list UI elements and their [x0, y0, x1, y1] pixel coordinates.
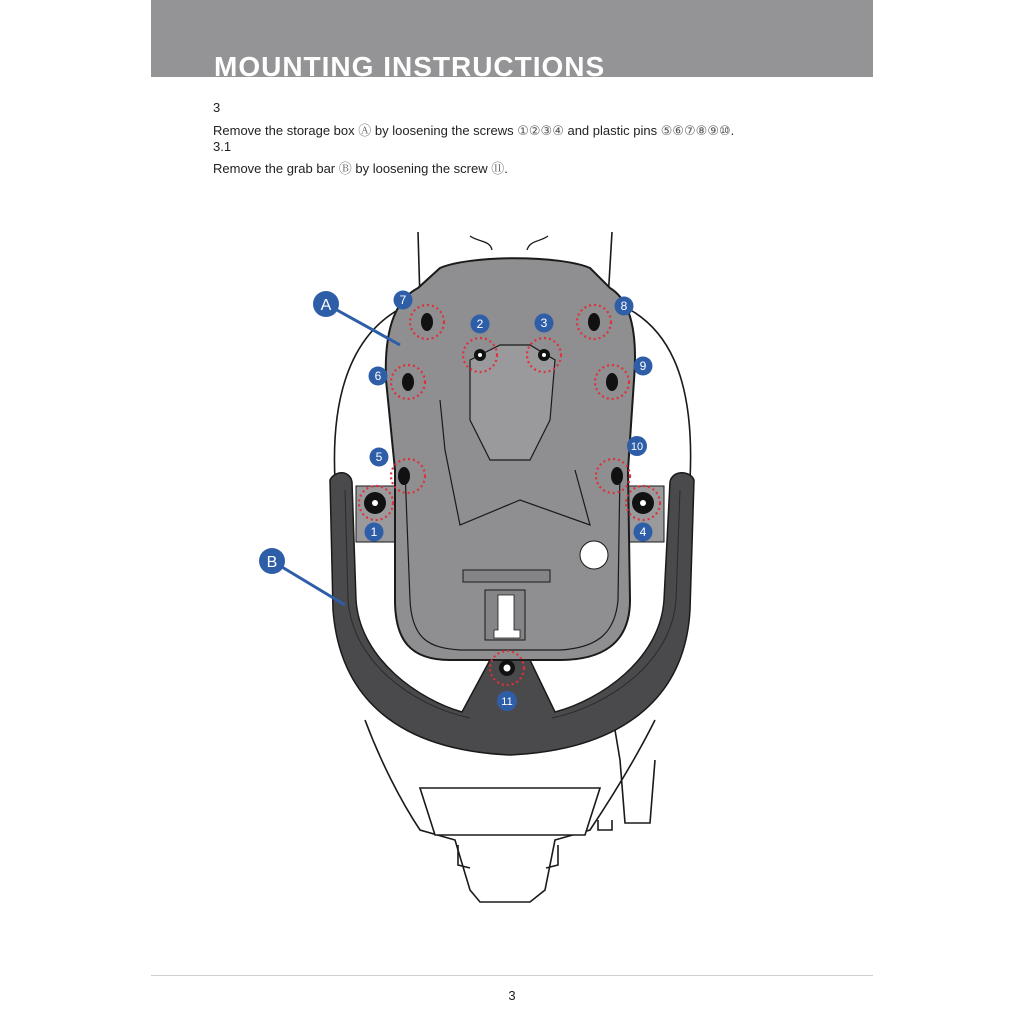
callout-label: 2: [476, 317, 484, 331]
scooter-diagram: [250, 225, 710, 915]
callout-label: A: [320, 297, 332, 314]
footer-divider: [151, 975, 873, 976]
fastener-callout-3: [535, 314, 554, 333]
page-number: 3: [508, 988, 516, 1003]
pin-9: [606, 373, 618, 391]
fastener-callout-2: [471, 315, 490, 334]
fastener-callout-5: [370, 448, 389, 467]
pin-7: [421, 313, 433, 331]
instruction-text: Remove the storage box: [213, 123, 359, 138]
callout-label: 10: [630, 441, 644, 453]
part-callout-a: [313, 291, 339, 317]
page-title: MOUNTING INSTRUCTIONS: [214, 51, 606, 77]
pin-6: [402, 373, 414, 391]
fastener-callout-4: [634, 523, 653, 542]
callout-label: 8: [620, 299, 628, 313]
header-band: [151, 0, 873, 77]
step-number: 3.1: [213, 139, 232, 154]
fastener-callout-1: [365, 523, 384, 542]
callout-label: 5: [375, 450, 383, 464]
instruction-text: and plastic pins: [563, 123, 661, 138]
pin-10: [611, 467, 623, 485]
instruction-text: by loosening the screws: [371, 123, 518, 138]
callout-label: 4: [639, 525, 647, 539]
fastener-callout-9: [634, 357, 653, 376]
callout-label: 7: [399, 293, 407, 307]
screw-ref: ⑪: [491, 162, 505, 177]
step-instruction: [213, 120, 734, 139]
part-ref-b: Ⓑ: [338, 162, 352, 177]
part-callout-b: [259, 548, 285, 574]
screw-refs: ①②③④: [517, 124, 564, 139]
part-ref-a: Ⓐ: [358, 124, 372, 139]
callout-label: 3: [540, 316, 548, 330]
pin-8: [588, 313, 600, 331]
callout-label: B: [266, 554, 278, 571]
instruction-text: .: [730, 123, 735, 138]
fastener-callout-11: [497, 691, 517, 711]
callout-label: 11: [501, 696, 513, 708]
pin-refs: ⑤⑥⑦⑧⑨⑩: [660, 124, 731, 139]
fastener-callout-6: [369, 367, 388, 386]
step-instruction: [213, 158, 508, 177]
fastener-callout-7: [394, 291, 413, 310]
step-number: 3: [213, 100, 221, 115]
instruction-text: by loosening the screw: [351, 161, 492, 176]
callout-label: 9: [639, 359, 647, 373]
fastener-callout-8: [615, 297, 634, 316]
fastener-callout-10: [627, 436, 647, 456]
instruction-text: Remove the grab bar: [213, 161, 339, 176]
callout-label: 6: [374, 369, 382, 383]
pin-5: [398, 467, 410, 485]
callout-label: 1: [370, 525, 378, 539]
instruction-text: .: [504, 161, 508, 176]
